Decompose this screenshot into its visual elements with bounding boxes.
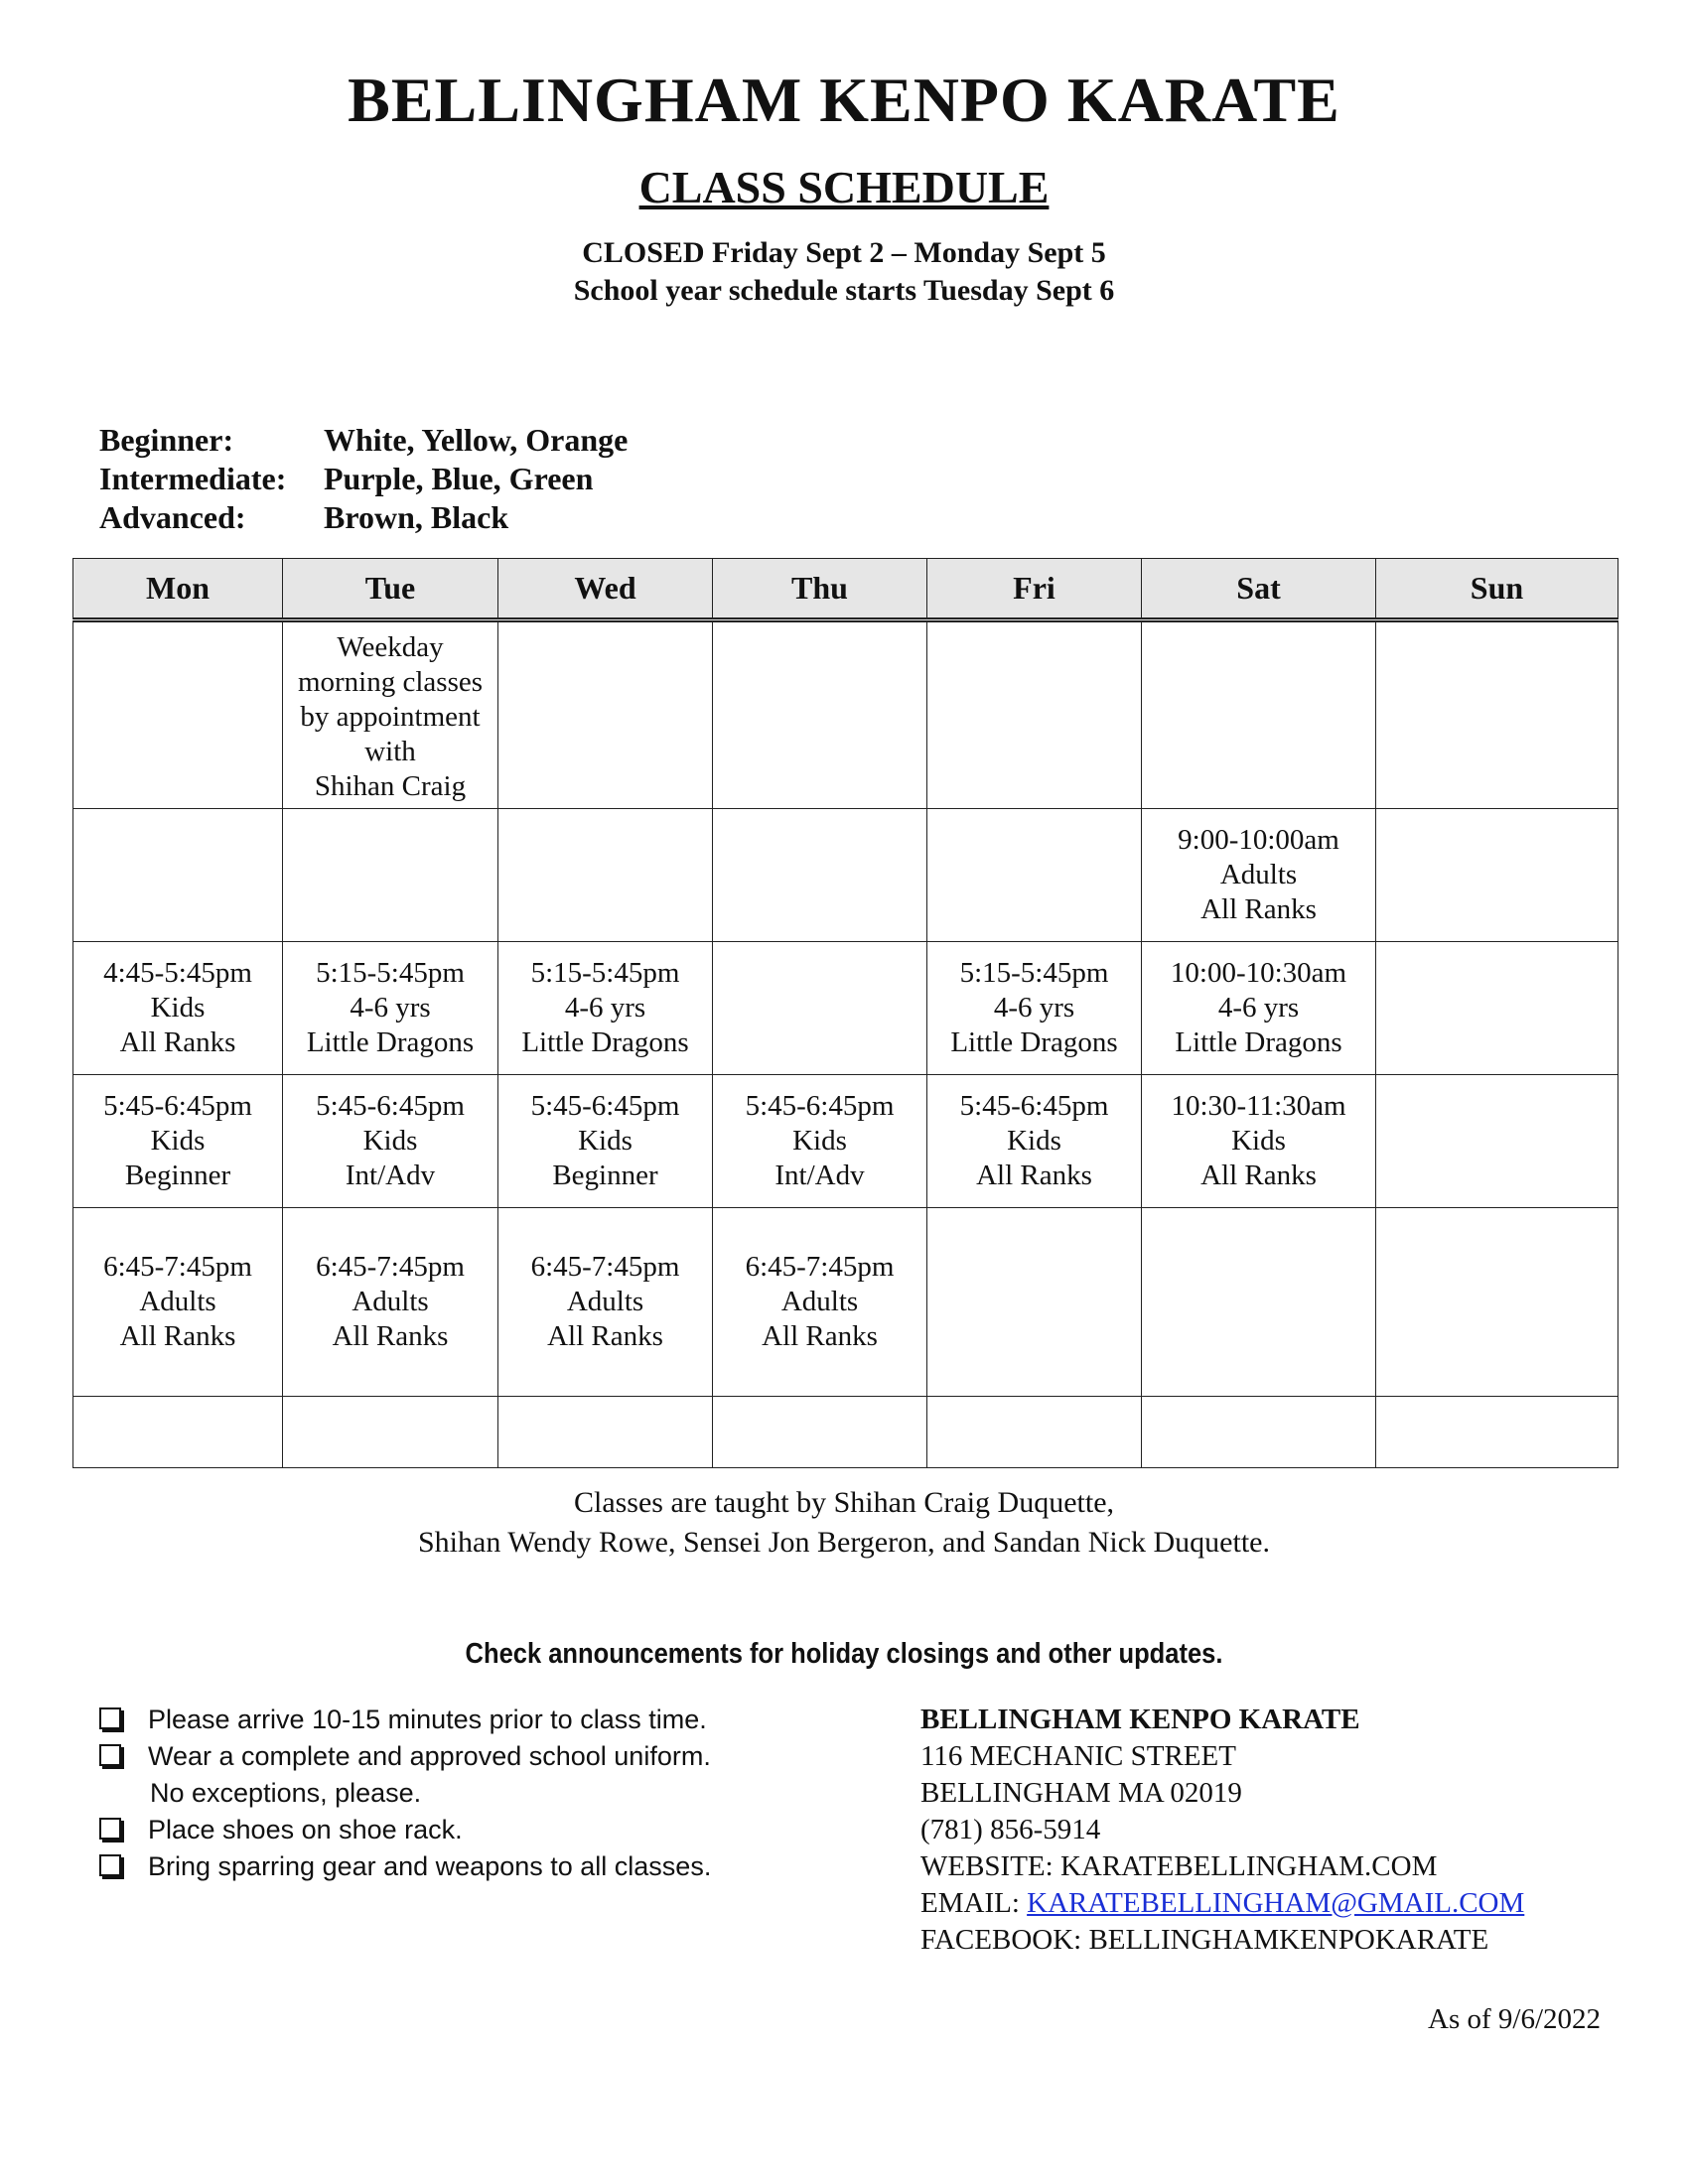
rule-item bbox=[99, 1812, 711, 1848]
schedule-cell-mon bbox=[73, 942, 283, 1075]
class-detail: Kids bbox=[578, 1125, 633, 1157]
class-detail: 6:45-7:45pm bbox=[530, 1251, 680, 1283]
class-detail: Kids bbox=[1231, 1125, 1286, 1157]
schedule-cell-thu bbox=[713, 620, 927, 809]
class-detail: 4-6 yrs bbox=[993, 992, 1075, 1024]
schedule-cell-mon bbox=[73, 1397, 283, 1468]
schedule-cell-tue bbox=[283, 809, 498, 942]
street-address: 116 MECHANIC STREET bbox=[920, 1740, 1236, 1772]
schedule-header-row bbox=[73, 559, 1618, 620]
rule-text: Wear a complete and approved school uniform. bbox=[148, 1741, 711, 1771]
schedule-cell-fri bbox=[927, 1397, 1142, 1468]
schedule-cell-sun bbox=[1376, 1208, 1618, 1397]
day-header-thu: Thu bbox=[713, 559, 927, 620]
page-title: BELLINGHAM KENPO KARATE bbox=[348, 65, 1340, 135]
phone-number: (781) 856-5914 bbox=[920, 1814, 1101, 1845]
class-detail: 5:45-6:45pm bbox=[745, 1090, 895, 1122]
day-header-mon: Mon bbox=[73, 559, 283, 620]
schedule-table bbox=[72, 558, 1618, 1468]
schedule-cell-thu bbox=[713, 809, 927, 942]
class-detail: 5:15-5:45pm bbox=[530, 957, 680, 989]
rule-item bbox=[99, 1738, 711, 1775]
schedule-body bbox=[73, 620, 1618, 1468]
schedule-cell-sat bbox=[1142, 1075, 1376, 1208]
schedule-row bbox=[73, 809, 1618, 942]
rule-continuation: No exceptions, please. bbox=[150, 1778, 422, 1808]
schedule-cell-sat bbox=[1142, 1397, 1376, 1468]
schedule-row bbox=[73, 1397, 1618, 1468]
class-detail: 5:15-5:45pm bbox=[316, 957, 465, 989]
class-detail: All Ranks bbox=[1200, 893, 1317, 925]
rules-checklist bbox=[99, 1702, 711, 1885]
rank-label: Beginner: bbox=[99, 422, 234, 458]
schedule-cell-wed bbox=[498, 620, 713, 809]
checkbox-icon bbox=[99, 1744, 121, 1766]
rule-item bbox=[99, 1702, 711, 1738]
instructors-line: Classes are taught by Shihan Craig Duquette, bbox=[573, 1486, 1115, 1519]
class-detail: Kids bbox=[1007, 1125, 1061, 1157]
class-detail: 6:45-7:45pm bbox=[745, 1251, 895, 1283]
class-detail: All Ranks bbox=[1200, 1160, 1317, 1191]
class-detail: 10:00-10:30am bbox=[1170, 957, 1347, 989]
day-header-fri: Fri bbox=[927, 559, 1142, 620]
day-header-tue: Tue bbox=[283, 559, 498, 620]
schedule-start-notice: School year schedule starts Tuesday Sept 6 bbox=[573, 274, 1115, 307]
class-detail: Int/Adv bbox=[774, 1160, 865, 1191]
checkbox-icon bbox=[99, 1818, 121, 1840]
class-detail: Beginner bbox=[552, 1160, 658, 1191]
instructors-note bbox=[0, 1483, 1688, 1563]
schedule-cell-thu bbox=[713, 1397, 927, 1468]
class-detail: Shihan Craig bbox=[314, 770, 467, 802]
rank-label: Intermediate: bbox=[99, 461, 287, 496]
page-subtitle: CLASS SCHEDULE bbox=[638, 162, 1050, 212]
rank-row-advanced bbox=[99, 498, 628, 537]
schedule-cell-tue bbox=[283, 1075, 498, 1208]
schedule-cell-mon bbox=[73, 620, 283, 809]
schedule-cell-fri bbox=[927, 1075, 1142, 1208]
class-detail: Kids bbox=[150, 1125, 206, 1157]
class-detail: Int/Adv bbox=[345, 1160, 436, 1191]
class-detail: 6:45-7:45pm bbox=[316, 1251, 465, 1283]
as-of-date: As of 9/6/2022 bbox=[1428, 2003, 1601, 2035]
schedule-cell-thu bbox=[713, 1075, 927, 1208]
schedule-cell-sun bbox=[1376, 942, 1618, 1075]
class-detail: 10:30-11:30am bbox=[1171, 1090, 1346, 1122]
schedule-cell-wed bbox=[498, 1397, 713, 1468]
class-detail: Kids bbox=[792, 1125, 847, 1157]
class-detail: 6:45-7:45pm bbox=[103, 1251, 252, 1283]
rank-legend bbox=[99, 421, 628, 537]
class-detail: Adults bbox=[1219, 859, 1298, 890]
class-detail: Adults bbox=[139, 1286, 216, 1317]
class-detail: 4:45-5:45pm bbox=[103, 957, 252, 989]
class-detail: All Ranks bbox=[547, 1320, 663, 1352]
schedule-row bbox=[73, 942, 1618, 1075]
checkbox-icon bbox=[99, 1707, 121, 1729]
schedule-cell-sat bbox=[1142, 620, 1376, 809]
class-detail: 5:45-6:45pm bbox=[103, 1090, 252, 1122]
email-label: EMAIL: bbox=[920, 1887, 1028, 1919]
schedule-row bbox=[73, 1075, 1618, 1208]
schedule-row bbox=[73, 1208, 1618, 1397]
rank-belts: White, Yellow, Orange bbox=[324, 422, 629, 458]
rank-belts: Purple, Blue, Green bbox=[324, 461, 594, 496]
schedule-cell-mon bbox=[73, 1208, 283, 1397]
class-detail: All Ranks bbox=[332, 1320, 449, 1352]
schedule-cell-sun bbox=[1376, 809, 1618, 942]
class-detail: with bbox=[364, 736, 416, 767]
class-detail: 4-6 yrs bbox=[350, 992, 431, 1024]
class-detail: Adults bbox=[352, 1286, 429, 1317]
day-header-sun: Sun bbox=[1376, 559, 1618, 620]
class-detail: Kids bbox=[362, 1125, 418, 1157]
class-detail: Kids bbox=[150, 992, 206, 1024]
rule-item bbox=[99, 1848, 711, 1885]
schedule-cell-mon bbox=[73, 1075, 283, 1208]
class-detail: Weekday bbox=[337, 631, 444, 663]
schedule-cell-wed bbox=[498, 1075, 713, 1208]
schedule-cell-tue bbox=[283, 620, 498, 809]
schedule-cell-tue bbox=[283, 1397, 498, 1468]
schedule-cell-thu bbox=[713, 1208, 927, 1397]
class-detail: All Ranks bbox=[119, 1026, 236, 1058]
schedule-cell-sun bbox=[1376, 1075, 1618, 1208]
instructors-line: Shihan Wendy Rowe, Sensei Jon Bergeron, and Sandan Nick Duquette. bbox=[417, 1526, 1270, 1559]
schedule-cell-tue bbox=[283, 942, 498, 1075]
schedule-cell-mon bbox=[73, 809, 283, 942]
schedule-cell-fri bbox=[927, 809, 1142, 942]
schedule-cell-thu bbox=[713, 942, 927, 1075]
class-detail: 9:00-10:00am bbox=[1178, 824, 1339, 856]
schedule-cell-tue bbox=[283, 1208, 498, 1397]
contact-block bbox=[920, 1702, 1524, 1959]
rule-text: Please arrive 10-15 minutes prior to class time. bbox=[148, 1705, 707, 1734]
schedule-cell-wed bbox=[498, 1208, 713, 1397]
schedule-cell-sun bbox=[1376, 1397, 1618, 1468]
email-line bbox=[920, 1885, 1524, 1922]
schedule-cell-sat bbox=[1142, 942, 1376, 1075]
class-detail: Little Dragons bbox=[1175, 1026, 1342, 1058]
rank-belts: Brown, Black bbox=[324, 499, 509, 535]
class-detail: 5:45-6:45pm bbox=[316, 1090, 465, 1122]
class-detail: All Ranks bbox=[762, 1320, 878, 1352]
class-detail: 4-6 yrs bbox=[1217, 992, 1300, 1024]
class-detail: 5:45-6:45pm bbox=[959, 1090, 1109, 1122]
school-name: BELLINGHAM KENPO KARATE bbox=[920, 1704, 1360, 1735]
rank-label: Advanced: bbox=[99, 499, 246, 535]
day-header-wed: Wed bbox=[498, 559, 713, 620]
class-detail: All Ranks bbox=[119, 1320, 236, 1352]
class-detail: morning classes bbox=[297, 666, 484, 698]
rule-text: Bring sparring gear and weapons to all classes. bbox=[148, 1851, 712, 1881]
rank-row-intermediate bbox=[99, 460, 628, 498]
rank-row-beginner bbox=[99, 421, 628, 460]
facebook: FACEBOOK: BELLINGHAMKENPOKARATE bbox=[920, 1924, 1489, 1956]
rule-text: Place shoes on shoe rack. bbox=[148, 1815, 463, 1844]
schedule-cell-wed bbox=[498, 942, 713, 1075]
class-detail: Little Dragons bbox=[306, 1026, 475, 1058]
schedule-cell-sun bbox=[1376, 620, 1618, 809]
class-detail: by appointment bbox=[300, 701, 481, 733]
checkbox-icon bbox=[99, 1854, 121, 1876]
class-detail: 5:45-6:45pm bbox=[530, 1090, 680, 1122]
email-link[interactable]: KARATEBELLINGHAM@GMAIL.COM bbox=[1027, 1887, 1525, 1919]
closure-notice: CLOSED Friday Sept 2 – Monday Sept 5 bbox=[582, 236, 1106, 269]
class-detail: All Ranks bbox=[976, 1160, 1092, 1191]
schedule-cell-sat bbox=[1142, 809, 1376, 942]
class-detail: Adults bbox=[780, 1286, 859, 1317]
announcement-text: Check announcements for holiday closings and other updates. bbox=[465, 1638, 1223, 1670]
class-detail: Adults bbox=[566, 1286, 644, 1317]
schedule-cell-fri bbox=[927, 1208, 1142, 1397]
class-detail: 5:15-5:45pm bbox=[959, 957, 1109, 989]
day-header-sat: Sat bbox=[1142, 559, 1376, 620]
city-state-zip: BELLINGHAM MA 02019 bbox=[920, 1777, 1242, 1809]
schedule-cell-fri bbox=[927, 942, 1142, 1075]
schedule-row bbox=[73, 620, 1618, 809]
schedule-cell-sat bbox=[1142, 1208, 1376, 1397]
class-detail: 4-6 yrs bbox=[564, 992, 646, 1024]
website: WEBSITE: KARATEBELLINGHAM.COM bbox=[920, 1850, 1438, 1882]
class-detail: Beginner bbox=[124, 1160, 231, 1191]
schedule-cell-fri bbox=[927, 620, 1142, 809]
class-detail: Little Dragons bbox=[950, 1026, 1118, 1058]
schedule-cell-wed bbox=[498, 809, 713, 942]
class-detail: Little Dragons bbox=[521, 1026, 689, 1058]
